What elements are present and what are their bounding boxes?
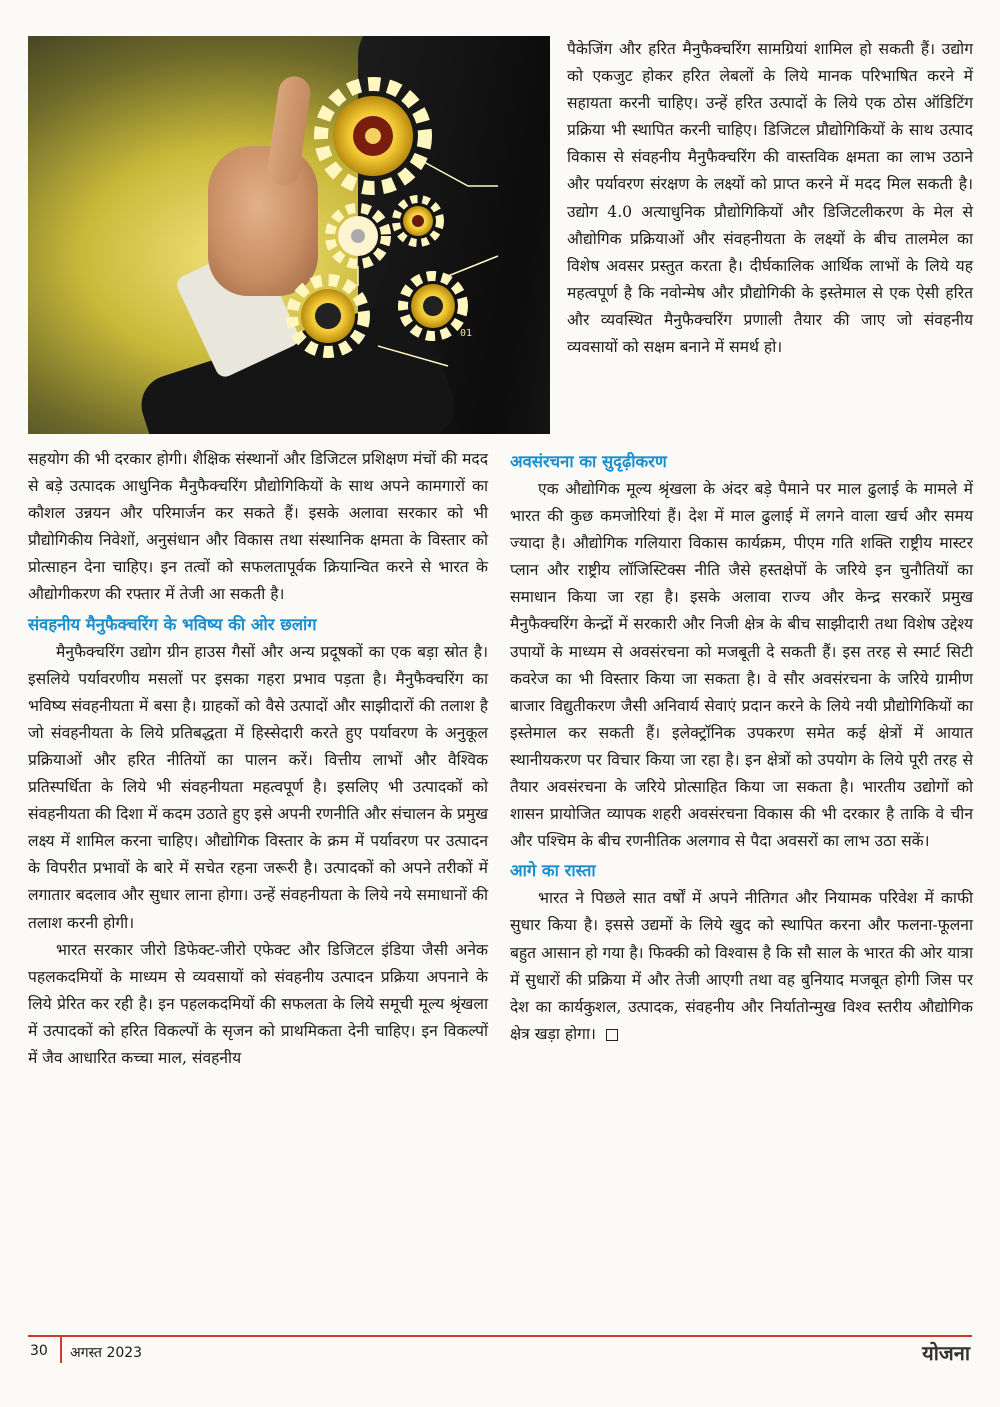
magazine-brand: योजना (922, 1341, 970, 1365)
end-mark-icon (606, 1029, 618, 1041)
paragraph: भारत सरकार जीरो डिफेक्ट-जीरो एफेक्ट और डिजिटल इंडिया जैसी अनेक पहलकदमियों के माध्यम से व्यवसायों को संवहनीय उत्पादन प्रक्रिया अपनाने के लिये प्रेरित कर रही है। इन पहलकदमियों की सफलता के लिये समूची मूल्य श्रृंखला में उत्पादकों को हरित विकल्पों के सृजन को प्राथमिकता देनी चाहिए। इन विकल्पों में जैव आधारित कच्चा माल, संवहनीय (28, 940, 488, 1067)
paragraph: एक औद्योगिक मूल्य श्रृंखला के अंदर बड़े पैमाने पर माल ढुलाई के मामले में भारत की कुछ कमजोरियां हैं। देश में माल ढुलाई में लगने वाला खर्च और समय ज्यादा है। औद्योगिक गलियारा विकास कार्यक्रम, पीएम गति शक्ति राष्ट्रीय मास्टर प्लान और राष्ट्रीय लॉजिस्टिक्स नीति जैसे हस्तक्षेपों के जरिये इन चुनौतियों का समाधान किया जा रहा है। इसके अलावा राज्य और केन्द्र सरकारें प्रमुख मैनुफैक्चरिंग केन्द्रों में सरकारी और निजी क्षेत्र के बीच साझीदारी तथा विशेष उद्देश्य उपायों के माध्यम से अवसंरचना को मजबूती दे सकती हैं। इस तरह से स्मार्ट सिटी कवरेज का भी विस्तार किया जा सकता है। वे सौर अवसंरचना के जरिये ग्रामीण बाजार विद्युतीकरण जैसी अनिवार्य सेवाएं प्रदान करने के लिये नयी प्रौद्योगिकियों का इस्तेमाल कर सकती हैं। इलेक्ट्रॉनिक उपकरण समेत कई क्षेत्रों में आयात स्थानीयकरण पर विचार किया जा रहा है। इन क्षेत्रों को उपयोग के लिये पूरी तरह से तैयार अवसंरचना के जरिये प्रोत्साहित किया जा सकता है। भारतीय उद्योगों को शासन प्रायोजित व्यापक शहरी अवसंरचना विकास की भी दरकार है ताकि वे चीन और पश्चिम के बीच रणनीतिक अलगाव से पैदा अवसरों का लाभ उठा सकें। (510, 480, 973, 851)
gears-illustration (28, 36, 550, 434)
gear-right-icon (403, 276, 463, 336)
illustration-binary-text: 01 (460, 328, 473, 339)
section-heading: संवहनीय मैनुफैक्चरिंग के भविष्य की ओर छलांग (28, 614, 317, 634)
footer-divider (60, 1337, 62, 1363)
left-column (28, 446, 488, 1072)
gear-medium-icon (330, 208, 386, 264)
gears-graphic (28, 36, 550, 434)
paragraph (510, 885, 973, 1048)
section-heading: अवसंरचना का सुदृढ़ीकरण (510, 452, 667, 471)
paragraph: मैनुफैक्चरिंग उद्योग ग्रीन हाउस गैसों और अन्य प्रदूषकों का एक बड़ा स्रोत है। इसलिये पर्यावरणीय मसलों पर इसका गहरा प्रभाव पड़ता है। मैनुफैक्चरिंग का भविष्य संवहनीयता में बसा है। ग्राहकों को वैसे उत्पादों और साझीदारों की तलाश है जो संवहनीयता के लिये प्रतिबद्धता में हिस्सेदारी करते हुए पर्यावरण के अनुकूल प्रक्रियाओं और हरित नीतियों का पालन करें। वित्तीय लाभों और वैश्विक प्रतिस्पर्धिता के लिये भी संवहनीयता महत्वपूर्ण है। इसलिए भी उत्पादकों को संवहनीयता की दिशा में कदम उठाते हुए इसे अपनी रणनीति और संचालन के प्रमुख लक्ष्य में शामिल करना चाहिए। औद्योगिक विस्तार के क्रम में पर्यावरण पर उत्पादन के विपरीत प्रभावों के बारे में सचेत रहना जरूरी है। उत्पादकों को अपने तरीकों में लगातार बदलाव और सुधार लाना होगा। उन्हें संवहनीयता के लिये नये समाधानों की तलाश करनी होगी। (28, 642, 488, 932)
gear-large-icon (321, 84, 425, 188)
issue-date: अगस्त 2023 (70, 1345, 143, 1361)
gear-bottom-icon (292, 280, 364, 352)
gear-small-icon (396, 199, 440, 243)
paragraph: पैकेजिंग और हरित मैनुफैक्चरिंग सामग्रियां शामिल हो सकती हैं। उद्योग को एकजुट होकर हरित लेबलों के लिये मानक परिभाषित करने में सहायता करनी चाहिए। उन्हें हरित उत्पादों के लिये एक ठोस ऑडिटिंग प्रक्रिया भी स्थापित करनी चाहिए। डिजिटल प्रौद्योगिकियों के साथ उत्पाद विकास से संवहनीय मैनुफैक्चरिंग की वास्तविक क्षमता का लाभ उठाने और पर्यावरण संरक्षण के लक्ष्यों को प्राप्त करने में मदद मिल सकती है। उद्योग 4.0 अत्याधुनिक प्रौद्योगिकियों और डिजिटलीकरण के मेल से औद्योगिक प्रक्रियाओं और संवहनीयता के लक्ष्यों के बीच तालमेल का विशेष अवसर प्रस्तुत करता है। दीर्घकालिक आर्थिक लाभों के लिये यह महत्वपूर्ण है कि नवोन्मेष और प्रौद्योगिकी के इस्तेमाल से एक ऐसी हरित और व्यवस्थित मैनुफैक्चरिंग प्रणाली तैयार की जाए जो संवहनीय व्यवसायों को सक्षम बनाने में समर्थ हो। (567, 40, 973, 357)
right-column (510, 446, 973, 1048)
page-number: 30 (30, 1343, 48, 1359)
footer-rule (28, 1335, 972, 1337)
paragraph-text: भारत ने पिछले सात वर्षों में अपने नीतिगत और नियामक परिवेश में काफी सुधार किया है। इससे उद्यमों के लिये खुद को स्थापित करना और फलना-फूलना बहुत आसान हो गया है। फिक्की को विश्वास है कि सौ साल के भारत की ओर यात्रा में सुधारों की प्रक्रिया में और तेजी आएगी तथा वह बुनियाद मजबूत होगी जिस पर देश का कार्यकुशल, उत्पादक, संवहनीय और निर्यातोन्मुख विश्व स्तरीय औद्योगिक क्षेत्र खड़ा होगा। (510, 889, 973, 1043)
right-top-column (567, 36, 973, 361)
paragraph: सहयोग की भी दरकार होगी। शैक्षिक संस्थानों और डिजिटल प्रशिक्षण मंचों की मदद से बड़े उत्पादक आधुनिक मैनुफैक्चरिंग प्रौद्योगिकियों के साथ अपने कामगारों का कौशल उन्नयन और परिमार्जन कर सकते हैं। इसके अलावा सरकार को भी प्रौद्योगिकीय निवेशों, अनुसंधान और विकास तथा संस्थानिक क्षमता के विस्तार को प्रोत्साहन देना चाहिए। इन तत्वों को सफलतापूर्वक क्रियान्वित करने से भारत के औद्योगीकरण की रफ्तार में तेजी आ सकती है। (28, 450, 488, 604)
section-heading: आगे का रास्ता (510, 861, 596, 881)
